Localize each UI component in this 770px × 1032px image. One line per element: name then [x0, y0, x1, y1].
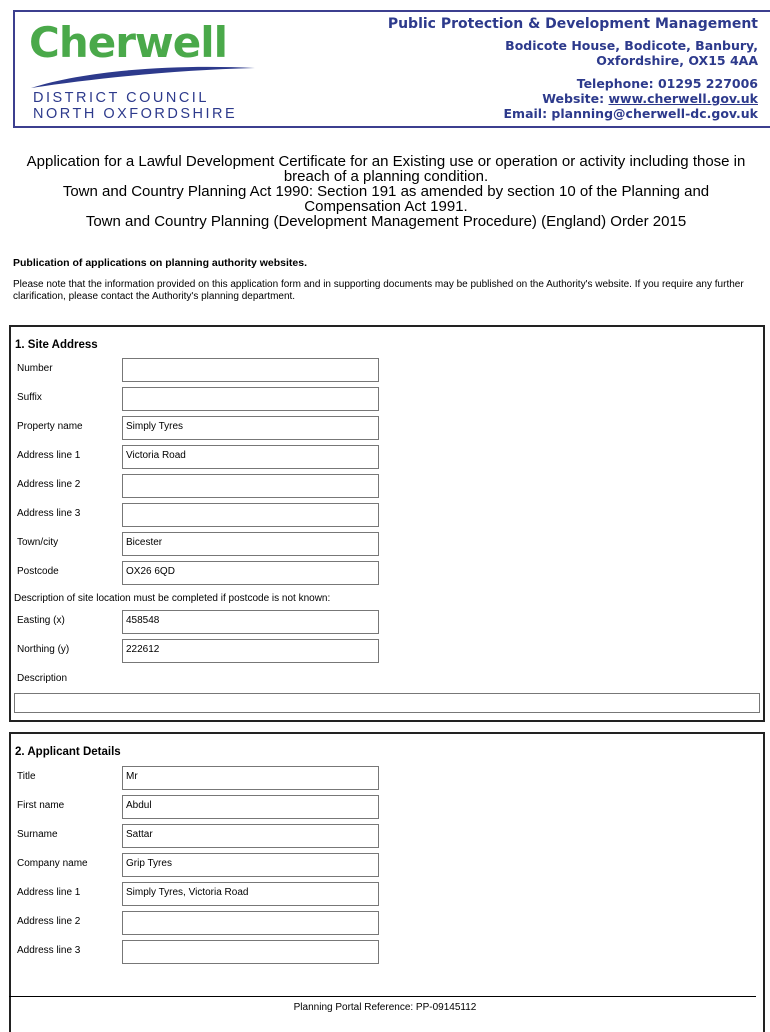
easting-label: Easting (x) — [17, 615, 65, 626]
northing-label: Northing (y) — [17, 644, 70, 655]
title-line: Compensation Act 1991. — [304, 198, 468, 215]
applicant-address-line-1-label: Address line 1 — [17, 887, 81, 898]
title-line: Application for a Lawful Development Certificate for an Existing use or operation or activity including those in — [26, 153, 746, 170]
applicant-section — [9, 732, 765, 1032]
applicant-address-line-2-field[interactable] — [122, 911, 379, 935]
logo-swoosh-icon — [27, 62, 257, 92]
description-label: Description — [17, 673, 68, 684]
title-line: breach of a planning condition. — [283, 168, 489, 185]
email: Email: planning@cherwell-dc.gov.uk — [503, 106, 758, 121]
website-label: Website: — [542, 91, 609, 106]
address-line-1: Bodicote House, Bodicote, Banbury, — [505, 38, 758, 53]
property-name-label: Property name — [17, 421, 83, 432]
town-city-label: Town/city — [17, 537, 59, 548]
company-name-label: Company name — [17, 858, 88, 869]
applicant-address-line-3-label: Address line 3 — [17, 945, 81, 956]
department-name: Public Protection & Development Management — [387, 16, 758, 32]
first-name-label: First name — [17, 800, 65, 811]
publication-heading: Publication of applications on planning authority websites. — [13, 257, 308, 269]
suffix-field[interactable] — [122, 387, 379, 411]
address-line-3-label: Address line 3 — [17, 508, 81, 519]
site-address-section — [9, 325, 765, 722]
property-name-field[interactable]: Simply Tyres — [122, 416, 379, 440]
applicant-address-line-2-label: Address line 2 — [17, 916, 81, 927]
address-line-2-field[interactable] — [122, 474, 379, 498]
address-line-2-label: Address line 2 — [17, 479, 81, 490]
applicant-address-line-1-field[interactable]: Simply Tyres, Victoria Road — [122, 882, 379, 906]
publication-note: Please note that the information provided on this application form and in supporting documents may be published on the Authority's website. If you require any further clarification, please contact the Authority's planning department. — [13, 279, 744, 302]
surname-label: Surname — [17, 829, 58, 840]
postcode-field[interactable]: OX26 6QD — [122, 561, 379, 585]
address-line-1-label: Address line 1 — [17, 450, 81, 461]
title-label: Title — [17, 771, 36, 782]
postcode-label: Postcode — [17, 566, 59, 577]
number-label: Number — [17, 363, 53, 374]
address-line-2: Oxfordshire, OX15 4AA — [596, 53, 758, 68]
northing-field[interactable]: 222612 — [122, 639, 379, 663]
form-title — [8, 154, 764, 229]
applicant-address-line-3-field[interactable] — [122, 940, 379, 964]
council-name — [33, 90, 237, 122]
website-row — [388, 91, 758, 106]
site-address-title: 1. Site Address — [15, 339, 98, 351]
cherwell-logo: Cherwell — [29, 18, 228, 67]
office-address — [388, 38, 758, 68]
first-name-field[interactable]: Abdul — [122, 795, 379, 819]
footer-divider — [9, 996, 756, 997]
title-line: Town and Country Planning Act 1990: Section 191 as amended by section 10 of the Planning and — [62, 183, 710, 200]
telephone: Telephone: 01295 227006 — [576, 76, 758, 91]
council-line-2: NORTH OXFORDSHIRE — [33, 106, 238, 122]
header-banner — [13, 10, 770, 128]
town-city-field[interactable]: Bicester — [122, 532, 379, 556]
council-line-1: DISTRICT COUNCIL — [33, 90, 209, 106]
company-name-field[interactable]: Grip Tyres — [122, 853, 379, 877]
surname-field[interactable]: Sattar — [122, 824, 379, 848]
number-field[interactable] — [122, 358, 379, 382]
address-line-3-field[interactable] — [122, 503, 379, 527]
applicant-title: 2. Applicant Details — [15, 746, 121, 758]
header-contact-block — [388, 16, 758, 121]
description-field[interactable] — [14, 693, 760, 713]
website-link[interactable]: www.cherwell.gov.uk — [608, 91, 758, 106]
suffix-label: Suffix — [17, 392, 42, 403]
easting-field[interactable]: 458548 — [122, 610, 379, 634]
title-field[interactable]: Mr — [122, 766, 379, 790]
title-line: Town and Country Planning (Development Management Procedure) (England) Order 2015 — [85, 213, 687, 230]
contact-details — [388, 76, 758, 121]
address-line-1-field[interactable]: Victoria Road — [122, 445, 379, 469]
planning-portal-reference: Planning Portal Reference: PP-09145112 — [293, 1002, 477, 1013]
site-location-note: Description of site location must be completed if postcode is not known: — [14, 593, 331, 604]
